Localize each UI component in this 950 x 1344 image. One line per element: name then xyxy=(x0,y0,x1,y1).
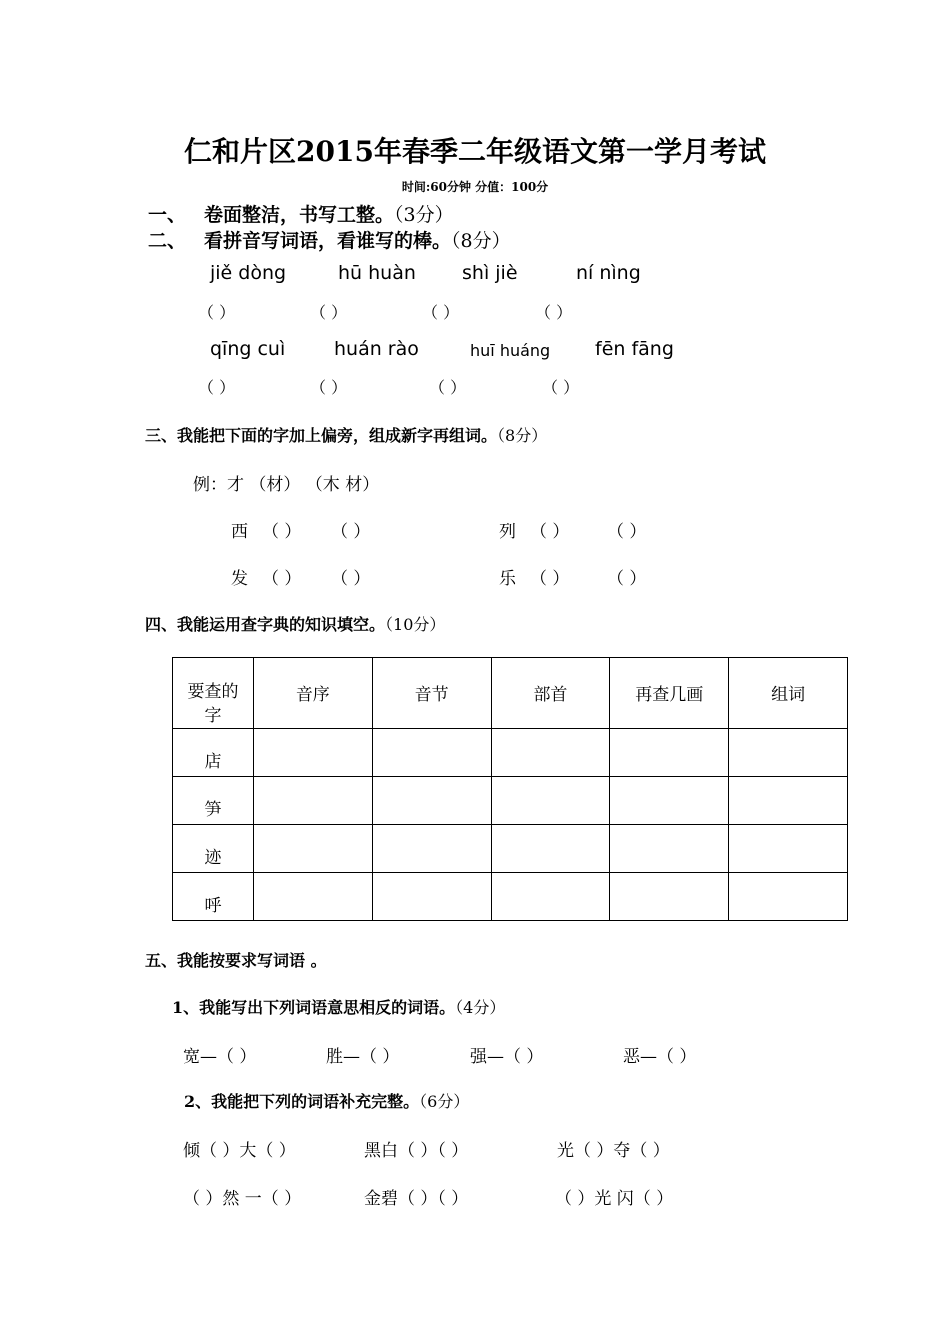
pinyin-answer-blank[interactable]: （ ） xyxy=(310,378,348,397)
pinyin-answer-blank[interactable]: （ ） xyxy=(422,303,460,322)
answer-cell[interactable] xyxy=(491,777,610,825)
pinyin-5: qīng cuì xyxy=(210,338,286,360)
section-5-sub-1 xyxy=(172,995,505,1018)
answer-cell[interactable] xyxy=(610,873,729,921)
section-1-text: 卷面整洁，书写工整。 xyxy=(204,204,395,226)
section-2-number: 二、 xyxy=(148,230,187,252)
pinyin-3: shì jiè xyxy=(462,262,518,284)
pinyin-6: huán rào xyxy=(334,338,419,360)
answer-cell[interactable] xyxy=(491,729,610,777)
table-header-row xyxy=(173,658,848,729)
radical-char: 西 xyxy=(231,522,248,542)
radical-word-blank[interactable]: （ ） xyxy=(331,522,371,542)
answer-cell[interactable] xyxy=(729,873,848,921)
pinyin-answer-blank[interactable]: （ ） xyxy=(310,303,348,322)
idiom-item[interactable]: 倾（ ）大（ ） xyxy=(183,1141,296,1161)
pinyin-answer-blank[interactable]: （ ） xyxy=(198,303,236,322)
pinyin-2: hū huàn xyxy=(338,262,416,284)
antonym-item[interactable]: 宽—（ ） xyxy=(183,1047,257,1067)
radical-word-blank[interactable]: （ ） xyxy=(607,569,647,589)
section-4-points: （10分） xyxy=(385,615,446,634)
exam-info: 时间:60分钟 分值：100分 xyxy=(401,180,549,194)
header-cell: 音序 xyxy=(253,658,372,729)
section-1-number: 一、 xyxy=(148,204,187,226)
radical-char: 乐 xyxy=(499,569,516,589)
section-4 xyxy=(145,612,445,635)
radical-word-blank[interactable]: （ ） xyxy=(607,522,647,542)
header-cell: 音节 xyxy=(372,658,491,729)
section-2-points: （8分） xyxy=(451,230,511,252)
pinyin-answer-blank[interactable]: （ ） xyxy=(198,378,236,397)
answer-cell[interactable] xyxy=(610,729,729,777)
header-cell: 组词 xyxy=(729,658,848,729)
pinyin-4: ní nìng xyxy=(576,262,641,284)
pinyin-7: huī huáng xyxy=(470,341,551,360)
answer-cell[interactable] xyxy=(610,825,729,873)
section-3-text: 三、我能把下面的字加上偏旁，组成新字再组词。 xyxy=(145,426,498,445)
lookup-char: 笋 xyxy=(173,777,254,825)
pinyin-8: fēn fāng xyxy=(595,338,674,360)
antonym-item[interactable]: 胜—（ ） xyxy=(326,1047,400,1067)
answer-cell[interactable] xyxy=(729,825,848,873)
answer-cell[interactable] xyxy=(253,777,372,825)
answer-cell[interactable] xyxy=(491,873,610,921)
section-1-points: （3分） xyxy=(394,204,454,226)
table-row xyxy=(173,873,848,921)
section-3-points: （8分） xyxy=(497,426,548,445)
dictionary-table xyxy=(172,657,848,921)
table-row xyxy=(173,729,848,777)
answer-cell[interactable] xyxy=(372,825,491,873)
lookup-char: 迹 xyxy=(173,825,254,873)
sub-2-text: 2、我能把下列的词语补充完整。 xyxy=(184,1092,420,1111)
answer-cell[interactable] xyxy=(253,873,372,921)
radical-char: 列 xyxy=(499,522,516,542)
header-cell: 要查的字 xyxy=(173,658,254,729)
radical-new-char-blank[interactable]: （ ） xyxy=(530,522,570,542)
antonym-item[interactable]: 恶—（ ） xyxy=(623,1047,697,1067)
lookup-char: 呼 xyxy=(173,873,254,921)
answer-cell[interactable] xyxy=(729,729,848,777)
sub-1-points: （4分） xyxy=(455,998,506,1017)
sub-1-text: 1、我能写出下列词语意思相反的词语。 xyxy=(172,998,456,1017)
section-1 xyxy=(148,200,454,227)
section-5-sub-2 xyxy=(184,1089,469,1112)
antonym-item[interactable]: 强—（ ） xyxy=(470,1047,544,1067)
answer-cell[interactable] xyxy=(253,825,372,873)
section-5-title: 五、我能按要求写词语 。 xyxy=(145,951,327,970)
answer-cell[interactable] xyxy=(253,729,372,777)
radical-word-blank[interactable]: （ ） xyxy=(331,569,371,589)
lookup-char: 店 xyxy=(173,729,254,777)
section-3-example: 例：才 （材） （木 材） xyxy=(193,475,380,495)
section-2-text: 看拼音写词语，看谁写的棒。 xyxy=(204,230,452,252)
pinyin-answer-blank[interactable]: （ ） xyxy=(542,378,580,397)
idiom-item[interactable]: 光（ ）夺（ ） xyxy=(557,1141,670,1161)
idiom-item[interactable]: （ ）然 一（ ） xyxy=(183,1189,302,1209)
section-2 xyxy=(148,226,511,253)
sub-2-points: （6分） xyxy=(419,1092,470,1111)
section-4-text: 四、我能运用查字典的知识填空。 xyxy=(145,615,386,634)
answer-cell[interactable] xyxy=(729,777,848,825)
table-row xyxy=(173,777,848,825)
table-row xyxy=(173,825,848,873)
header-cell: 再查几画 xyxy=(610,658,729,729)
idiom-item[interactable]: （ ）光 闪（ ） xyxy=(555,1189,674,1209)
pinyin-1: jiě dòng xyxy=(210,262,287,284)
section-3 xyxy=(145,423,547,446)
answer-cell[interactable] xyxy=(372,873,491,921)
radical-char: 发 xyxy=(231,569,248,589)
pinyin-answer-blank[interactable]: （ ） xyxy=(535,303,573,322)
idiom-item[interactable]: 金碧（ ）（ ） xyxy=(364,1189,469,1209)
page-title: 仁和片区2015年春季二年级语文第一学月考试 xyxy=(184,135,766,168)
answer-cell[interactable] xyxy=(610,777,729,825)
header-cell: 部首 xyxy=(491,658,610,729)
answer-cell[interactable] xyxy=(372,777,491,825)
answer-cell[interactable] xyxy=(372,729,491,777)
answer-cell[interactable] xyxy=(491,825,610,873)
pinyin-answer-blank[interactable]: （ ） xyxy=(429,378,467,397)
radical-new-char-blank[interactable]: （ ） xyxy=(530,569,570,589)
radical-new-char-blank[interactable]: （ ） xyxy=(262,569,302,589)
radical-new-char-blank[interactable]: （ ） xyxy=(262,522,302,542)
idiom-item[interactable]: 黑白（ ）（ ） xyxy=(364,1141,469,1161)
